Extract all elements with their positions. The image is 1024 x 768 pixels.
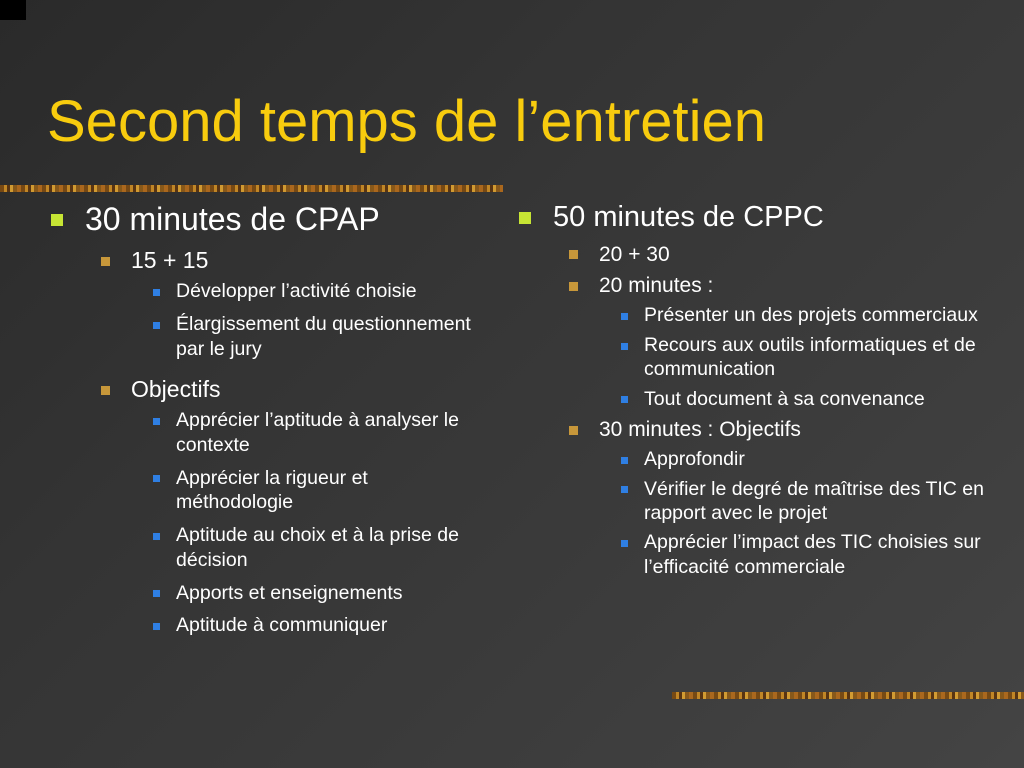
square-bullet-icon	[153, 590, 160, 597]
slide-title: Second temps de l’entretien	[47, 89, 766, 154]
right-heading: 50 minutes de CPPC	[553, 201, 824, 233]
left-heading: 30 minutes de CPAP	[85, 201, 380, 237]
list-item	[47, 312, 477, 362]
list-item	[515, 303, 985, 327]
square-bullet-icon	[51, 214, 63, 226]
square-bullet-icon	[519, 212, 531, 224]
right-group-3	[515, 416, 985, 579]
list-item	[515, 333, 985, 382]
left-group-2-label: Objectifs	[131, 376, 221, 403]
list-item	[515, 387, 985, 411]
square-bullet-icon	[101, 386, 110, 395]
square-bullet-icon	[621, 457, 628, 464]
right-column	[515, 200, 985, 584]
square-bullet-icon	[621, 396, 628, 403]
bottom-divider	[672, 692, 1024, 699]
list-item	[47, 581, 477, 606]
square-bullet-icon	[569, 282, 578, 291]
title-divider	[0, 185, 503, 192]
square-bullet-icon	[569, 250, 578, 259]
list-item-text: Développer l’activité choisie	[176, 280, 417, 303]
square-bullet-icon	[153, 533, 160, 540]
left-group-1	[47, 246, 477, 361]
square-bullet-icon	[153, 418, 160, 425]
list-item	[47, 408, 477, 458]
square-bullet-icon	[153, 475, 160, 482]
right-group-1	[515, 241, 985, 268]
right-group-2	[515, 272, 985, 411]
square-bullet-icon	[569, 426, 578, 435]
list-item	[47, 279, 477, 304]
right-heading-item	[515, 200, 985, 579]
square-bullet-icon	[621, 486, 628, 493]
square-bullet-icon	[621, 343, 628, 350]
square-bullet-icon	[101, 257, 110, 266]
square-bullet-icon	[621, 313, 628, 320]
square-bullet-icon	[153, 322, 160, 329]
list-item-text: Aptitude à communiquer	[176, 614, 388, 637]
list-item-text: Vérifier le degré de maîtrise des TIC en rapport avec le projet	[644, 477, 984, 524]
list-item-text: Présenter un des projets commerciaux	[644, 304, 978, 327]
left-group-2	[47, 375, 477, 638]
list-item	[47, 613, 477, 638]
left-column	[47, 200, 477, 646]
corner-mark	[0, 0, 26, 20]
list-item-text: Approfondir	[644, 448, 745, 471]
list-item-text: Apprécier l’impact des TIC choisies sur l’efficacité commerciale	[644, 531, 981, 578]
list-item-text: Apports et enseignements	[176, 581, 403, 604]
list-item	[515, 530, 985, 579]
square-bullet-icon	[153, 289, 160, 296]
left-heading-item	[47, 200, 477, 638]
list-item	[515, 447, 985, 471]
left-group-1-label: 15 + 15	[131, 247, 209, 274]
list-item-text: Aptitude au choix et à la prise de décision	[176, 524, 459, 571]
square-bullet-icon	[153, 623, 160, 630]
list-item-text: Tout document à sa convenance	[644, 387, 925, 410]
square-bullet-icon	[621, 540, 628, 547]
list-item	[47, 523, 477, 573]
list-item-text: Recours aux outils informatiques et de communication	[644, 333, 976, 381]
list-item-text: Apprécier la rigueur et méthodologie	[176, 466, 368, 514]
right-group-3-label: 30 minutes : Objectifs	[599, 417, 801, 441]
right-group-1-label: 20 + 30	[599, 242, 670, 266]
list-item	[47, 466, 477, 516]
list-item	[515, 477, 985, 526]
list-item-text: Élargissement du questionnement par le jury	[176, 312, 471, 360]
list-item-text: Apprécier l’aptitude à analyser le contexte	[176, 409, 459, 456]
right-group-2-label: 20 minutes :	[599, 274, 714, 298]
